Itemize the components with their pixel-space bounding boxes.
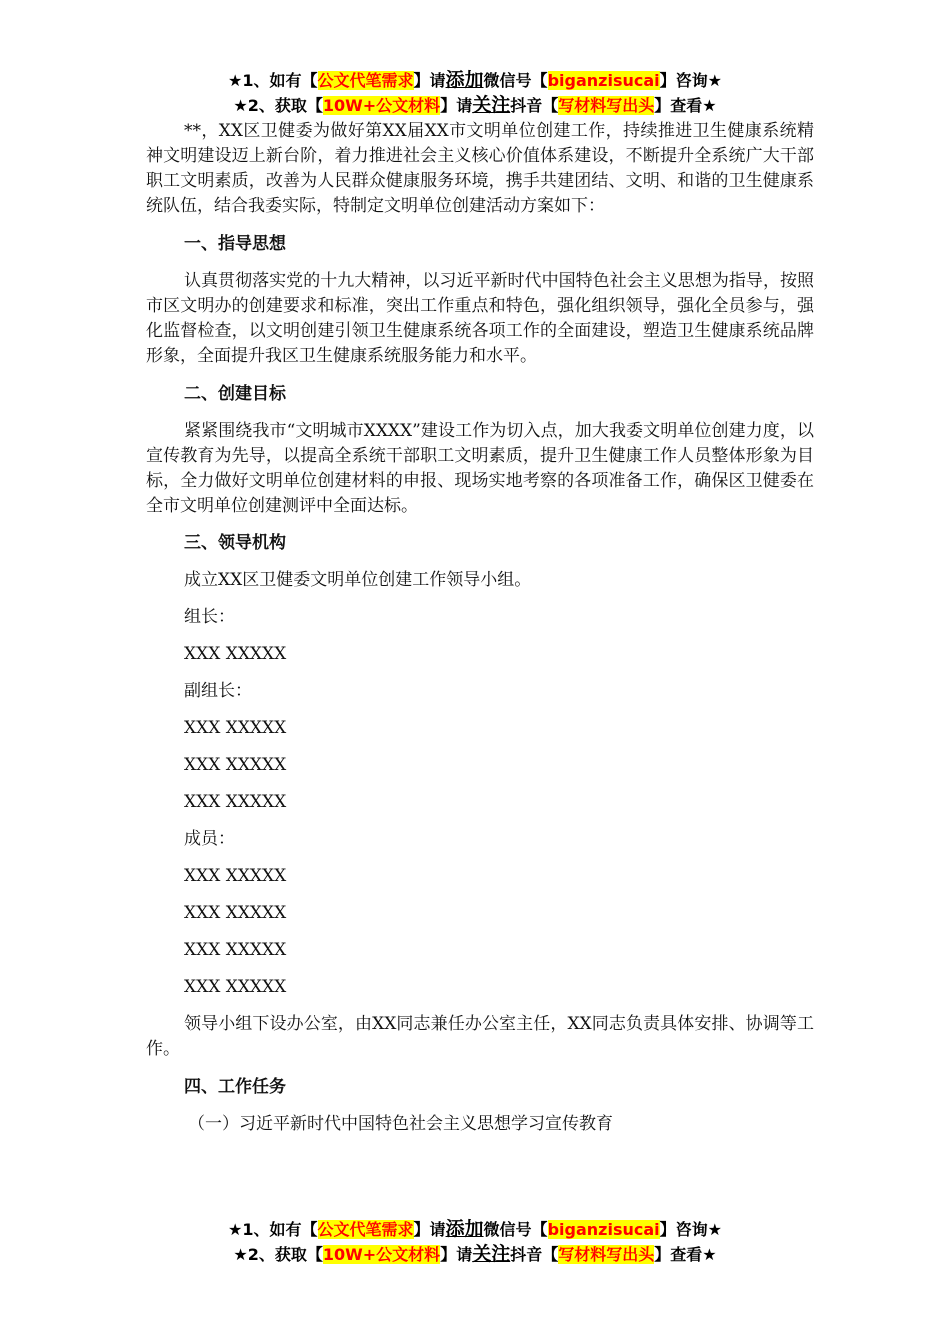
promo-line-2: ★2、获取【10W+公文材料】请关注抖音【写材料写出头】查看★ xyxy=(233,1243,717,1265)
promo-banner-top xyxy=(0,68,950,118)
leader-name: XXX XXXXX xyxy=(184,644,287,664)
promo-line-1: ★1、如有【公文代笔需求】请添加微信号【biganzisucai】咨询★ xyxy=(228,69,722,91)
promo-line-1: ★1、如有【公文代笔需求】请添加微信号【biganzisucai】咨询★ xyxy=(228,1218,722,1240)
paragraph-3: 成立XX区卫健委文明单位创建工作领导小组。 xyxy=(184,570,532,590)
paragraph-4: 领导小组下设办公室，由XX同志兼任办公室主任，XX同志负责具体安排、协调等工作。 xyxy=(146,1014,814,1059)
section-heading-1: 一、指导思想 xyxy=(184,234,286,254)
deputy-name: XXX XXXXX xyxy=(184,792,287,812)
deputy-label: 副组长： xyxy=(184,681,252,701)
document-body xyxy=(146,119,814,1137)
promo-line-2: ★2、获取【10W+公文材料】请关注抖音【写材料写出头】查看★ xyxy=(233,94,717,116)
paragraph-1: 认真贯彻落实党的十九大精神，以习近平新时代中国特色社会主义思想为指导，按照市区文明办的创建要求和标准，突出工作重点和特色，强化组织领导，强化全员参与，强化监督检查，以文明创建引领卫生健康系统各项工作的全面建设，塑造卫生健康系统品牌形象，全面提升我区卫生健康系统服务能力和水平。 xyxy=(146,271,814,366)
intro-paragraph: **，XX区卫健委为做好第XX届XX市文明单位创建工作，持续推进卫生健康系统精神文明建设迈上新台阶，着力推进社会主义核心价值体系建设，不断提升全系统广大干部职工文明素质，改善为人民群众健康服务环境，携手共建团结、文明、和谐的卫生健康系统队伍，结合我委实际，特制定文明单位创建活动方案如下： xyxy=(146,121,814,216)
member-name: XXX XXXXX xyxy=(184,940,287,960)
paragraph-2: 紧紧围绕我市“文明城市XXXX”建设工作为切入点，加大我委文明单位创建力度，以宣传教育为先导，以提高全系统干部职工文明素质，提升卫生健康工作人员整体形象为目标，全力做好文明单位创建材料的申报、现场实地考察的各项准备工作，确保区卫健委在全市文明单位创建测评中全面达标。 xyxy=(146,421,814,516)
member-name: XXX XXXXX xyxy=(184,977,287,997)
member-name: XXX XXXXX xyxy=(184,866,287,886)
promo-banner-bottom xyxy=(0,1217,950,1267)
section-heading-2: 二、创建目标 xyxy=(184,384,286,404)
section-heading-4: 四、工作任务 xyxy=(184,1077,286,1097)
deputy-name: XXX XXXXX xyxy=(184,755,287,775)
leader-label: 组长： xyxy=(184,607,235,627)
subsection-heading-1: （一）习近平新时代中国特色社会主义思想学习宣传教育 xyxy=(188,1114,613,1134)
member-label: 成员： xyxy=(184,829,235,849)
section-heading-3: 三、领导机构 xyxy=(184,533,286,553)
deputy-name: XXX XXXXX xyxy=(184,718,287,738)
member-name: XXX XXXXX xyxy=(184,903,287,923)
